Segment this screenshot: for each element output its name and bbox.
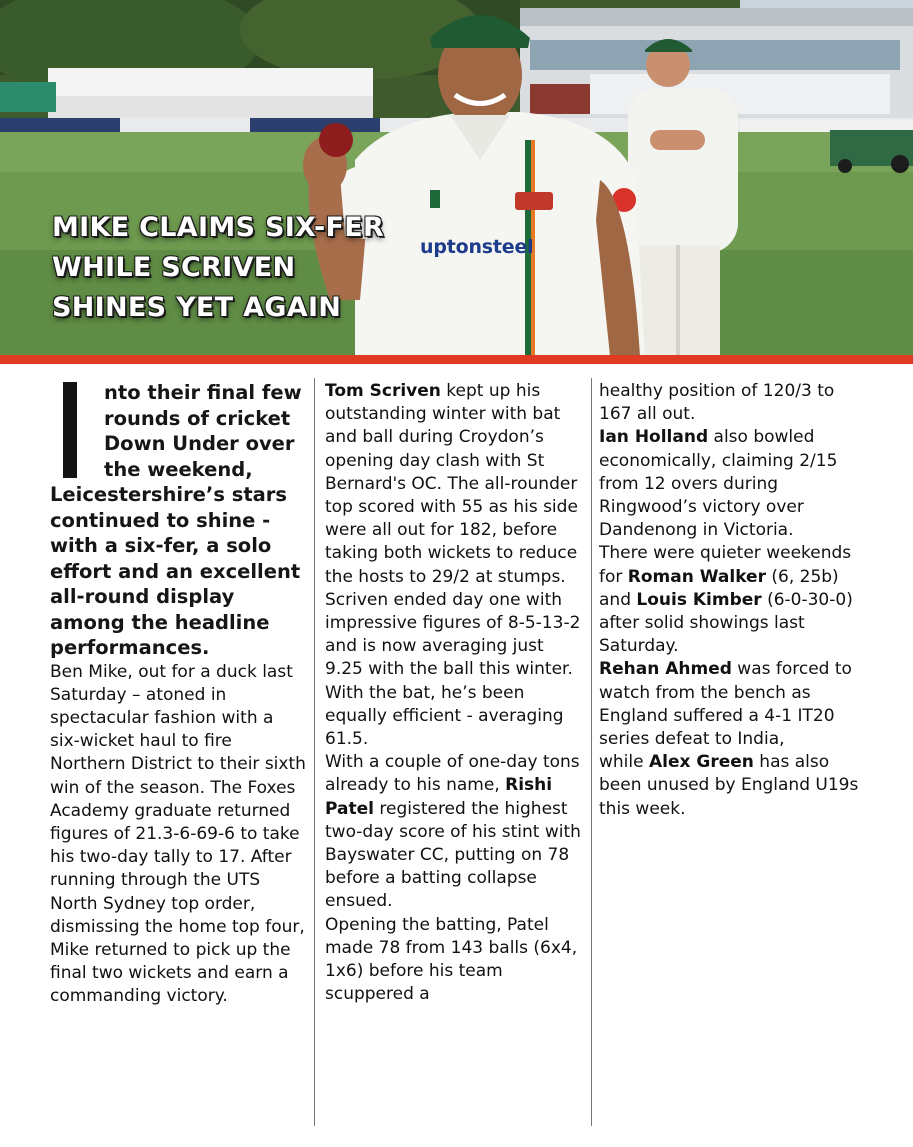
player-name: Ben Mike: [50, 661, 128, 682]
drop-cap: [63, 382, 77, 478]
paragraph-text: kept up his outstanding winter with bat and ball during Croydon’s opening day clash with St Bernard's OC. The all-rounder top scored with 55 as his side were all out for 182, before taking both wickets to reduce the hosts to 29/2 at stumps. Scriven ended day one with impressive figures of 8-5-13-2 and is now averaging just 9.25 with the ball this winter. With the bat, he’s been equally efficient - averaging 61.5.: [325, 381, 581, 750]
headline-line-1: MIKE CLAIMS SIX-FER: [52, 212, 385, 243]
shirt-sponsor-logo: uptonsteel: [420, 236, 534, 258]
paragraph-text: registered the highest two-day score of his stint with Bayswater CC, putting on 78 before a batting collapse ensued.: [325, 798, 581, 912]
paragraph: [325, 751, 583, 913]
lead-text: nto their final few rounds of cricket Down Under over the weekend, Leicestershire’s stars continued to shine - with a six-fer, a solo effort and an excellent all-round display among the headline performances.: [50, 381, 302, 659]
headline-line-2: WHILE SCRIVEN: [52, 252, 296, 283]
paragraph-text: Opening the batting, Patel made 78 from 143 balls (6x4, 1x6) before his team scuppered a: [325, 914, 578, 1005]
column-rule: [314, 378, 315, 1126]
player-name: Rehan Ahmed: [599, 659, 732, 680]
player-name: Tom Scriven: [325, 381, 441, 401]
player-name: Alex Green: [649, 752, 754, 773]
article-column-1: [50, 380, 306, 1009]
paragraph: [599, 751, 861, 821]
lead-paragraph: [50, 380, 306, 661]
paragraph-text: With a couple of one-day tons already to his name,: [325, 752, 580, 796]
paragraph: [599, 658, 861, 751]
paragraph-text: , out for a duck last Saturday – atoned in spectacular fashion with a six-wicket haul to fire Northern District to their sixth win of the season. The Foxes Academy graduate returned figures of 21.3-6-69-6 to take his two-day tally to 17. After running through the UTS North Sydney top order, dismissing the home top four, Mike returned to pick up the final two wickets and earn a commanding victory.: [50, 661, 306, 1007]
paragraph-text: (6-0-30-0) after solid showings last Saturday.: [599, 589, 853, 657]
paragraph: [325, 380, 583, 751]
paragraph: [599, 542, 861, 658]
headline: [52, 208, 412, 328]
paragraph-text: healthy position of 120/3 to 167 all out.: [599, 381, 835, 425]
paragraph: [599, 426, 861, 542]
paragraph-text: was forced to watch from the bench as England suffered a 4-1 IT20 series defeat to India,: [599, 659, 852, 750]
paragraph: [325, 914, 583, 1007]
hero-photo: [0, 0, 913, 356]
article-column-3: [599, 380, 861, 821]
accent-divider: [0, 355, 913, 364]
player-name: Ian Holland: [599, 427, 709, 448]
column-rule: [591, 378, 592, 1126]
paragraph-text: There were quieter weekends for: [599, 543, 852, 587]
paragraph-text: while: [599, 752, 649, 773]
article-column-2: [325, 380, 583, 1006]
paragraph: [50, 661, 306, 1009]
player-name: Rishi Patel: [325, 775, 553, 819]
paragraph: [599, 380, 861, 426]
paragraph-text: (6, 25b) and: [599, 566, 839, 610]
player-name: Roman Walker: [627, 566, 766, 587]
paragraph-text: also bowled economically, claiming 2/15 from 12 overs during Ringwood’s victory over Dandenong in Victoria.: [599, 427, 838, 541]
paragraph-text: has also been unused by England U19s this week.: [599, 752, 859, 819]
headline-line-3: SHINES YET AGAIN: [52, 292, 342, 323]
player-name: Louis Kimber: [636, 589, 762, 610]
